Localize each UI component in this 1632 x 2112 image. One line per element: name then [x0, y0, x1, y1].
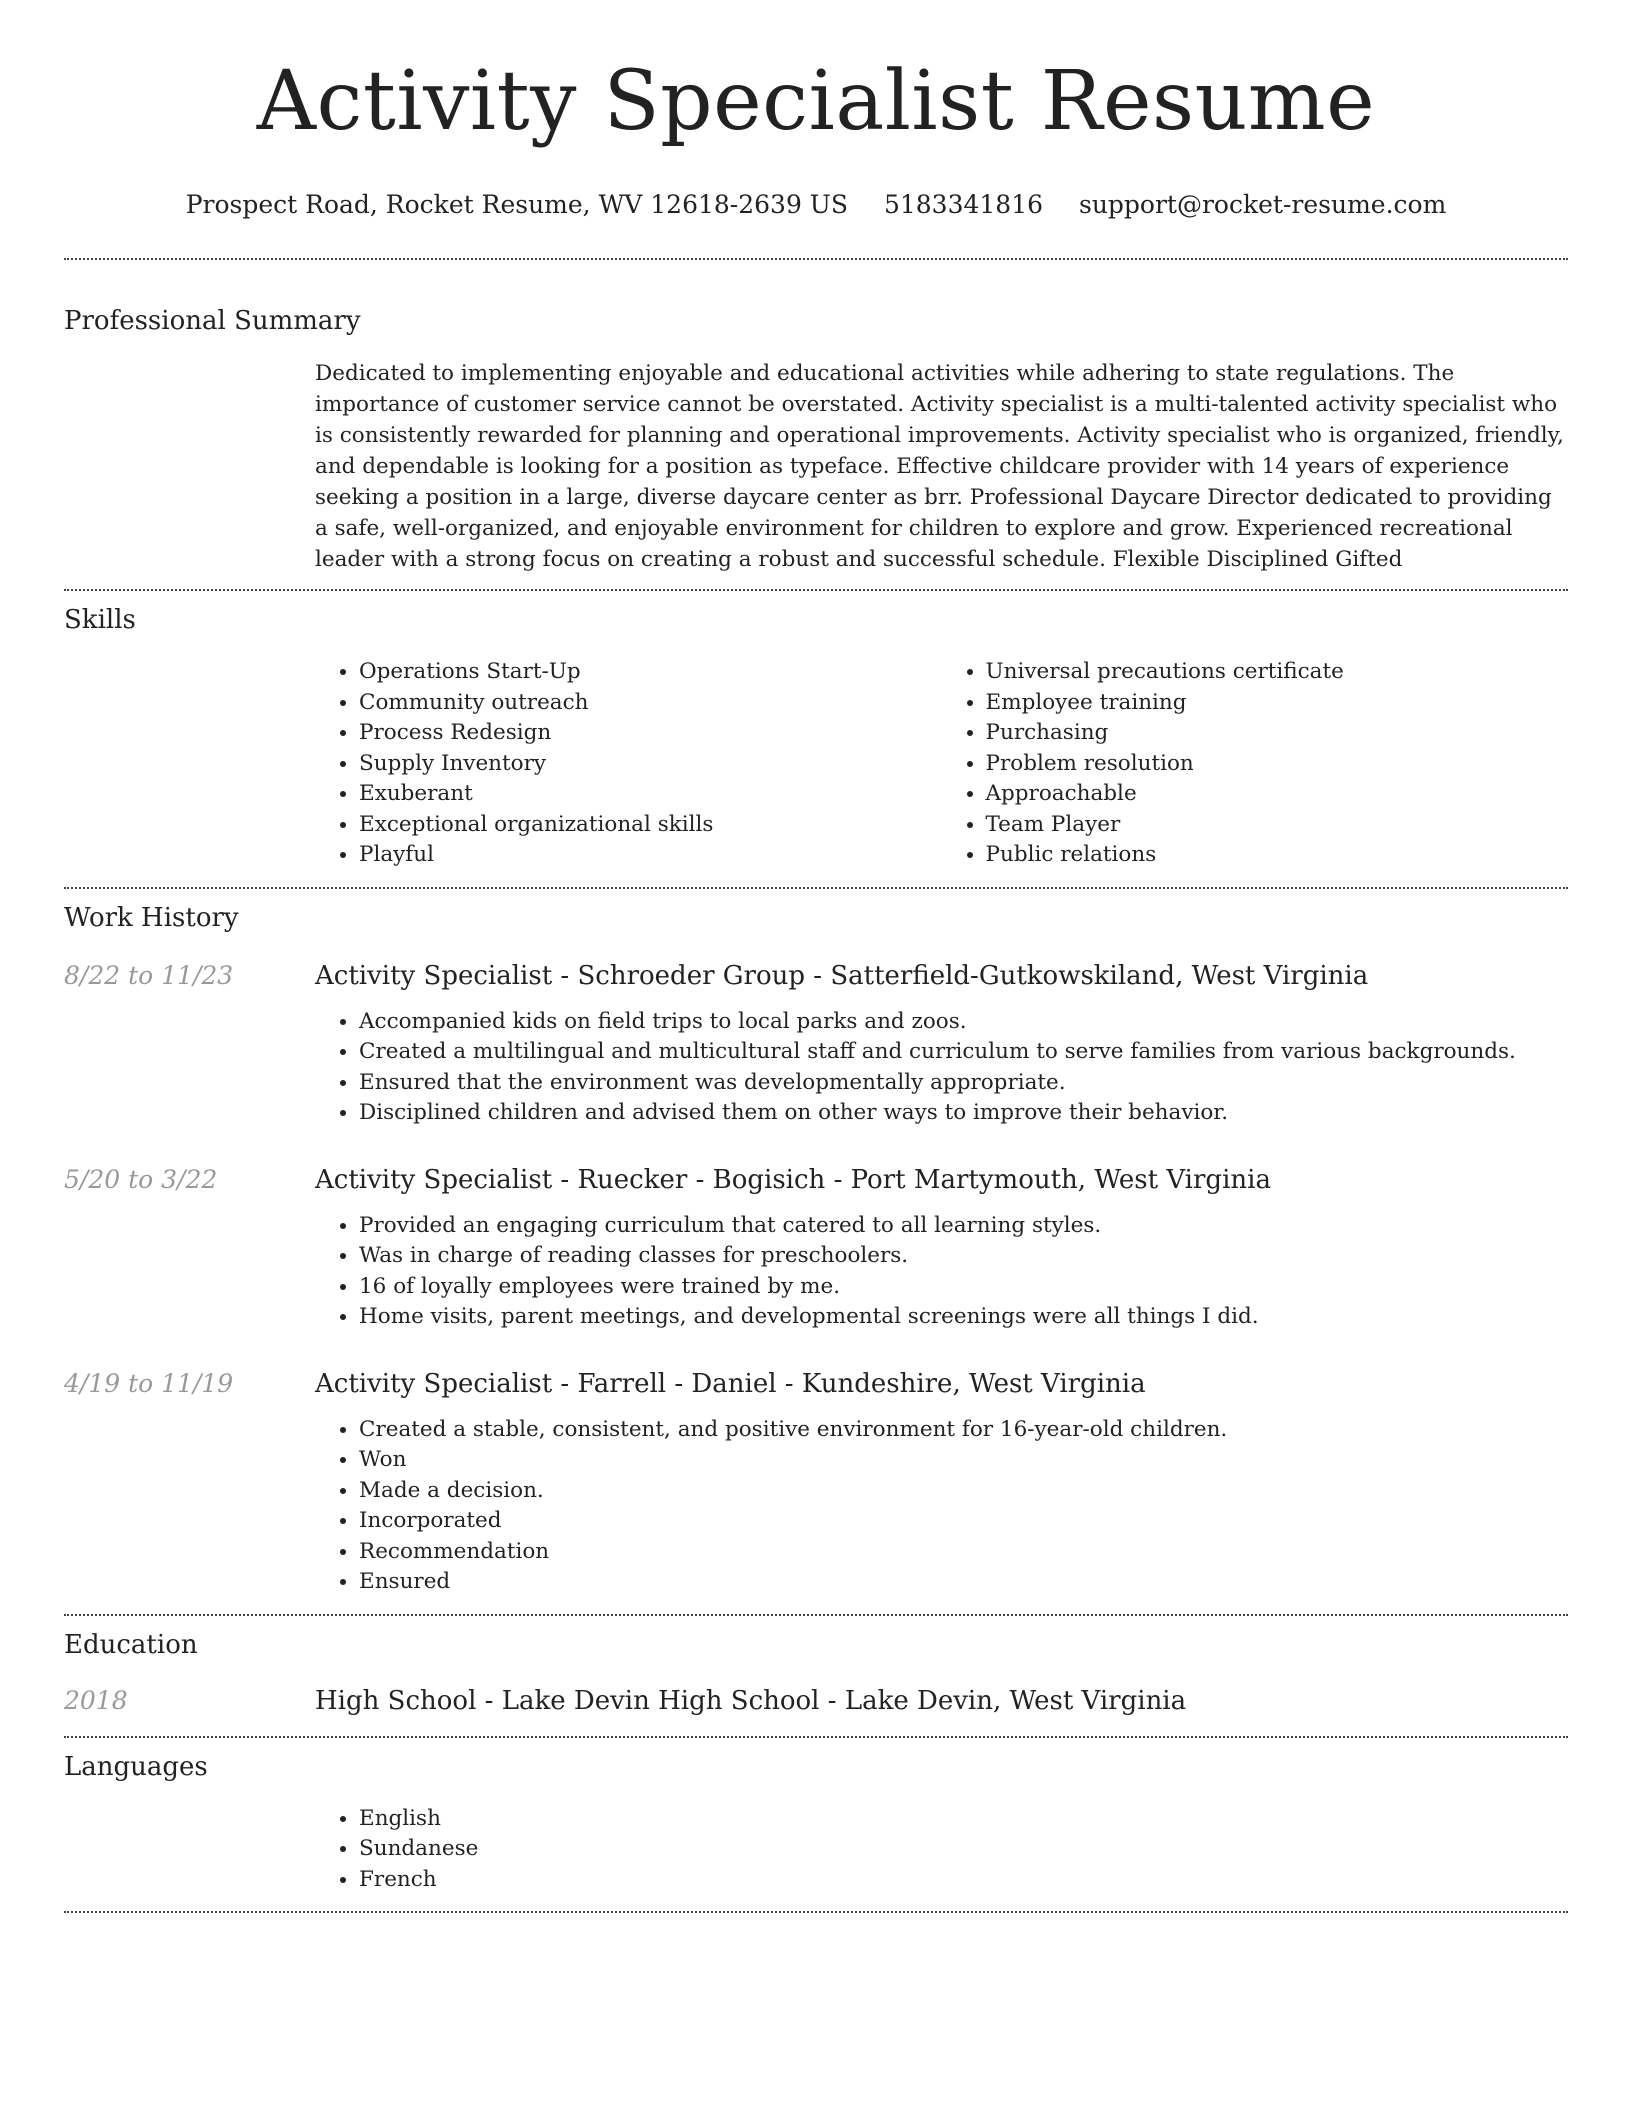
skills-section	[64, 591, 1568, 887]
job-entry	[64, 1367, 1568, 1598]
job-bullet: • Made a decision.	[359, 1476, 1568, 1507]
job-date: 5/20 to 3/22	[64, 1164, 218, 1194]
job-details	[315, 1367, 1568, 1598]
summary-heading: Professional Summary	[64, 306, 361, 336]
contact-address: Prospect Road, Rocket Resume, WV 12618-2639 US	[185, 190, 849, 219]
skill-item: • Employee training	[986, 688, 1569, 719]
job-bullets	[315, 1211, 1568, 1333]
skill-item: • Exuberant	[359, 779, 942, 810]
work-heading: Work History	[64, 902, 239, 933]
job-entry	[64, 959, 1568, 1129]
job-bullet: • Provided an engaging curriculum that catered to all learning styles.	[359, 1211, 1568, 1242]
summary-content	[315, 358, 1568, 575]
job-bullet: • Won	[359, 1445, 1568, 1476]
job-title: Activity Specialist - Ruecker - Bogisich - Port Martymouth, West Virginia	[315, 1164, 1271, 1195]
job-date: 8/22 to 11/23	[64, 960, 234, 990]
job-bullet: • Was in charge of reading classes for preschoolers.	[359, 1241, 1568, 1272]
job-bullets	[315, 1007, 1568, 1129]
education-details	[315, 1684, 1568, 1718]
languages-content	[315, 1804, 1568, 1896]
job-bullet: • Recommendation	[359, 1537, 1568, 1568]
job-bullet: • 16 of loyally employees were trained by me.	[359, 1272, 1568, 1303]
education-entry	[64, 1684, 1568, 1718]
skill-item: • Community outreach	[359, 688, 942, 719]
skill-item: • Supply Inventory	[359, 749, 942, 780]
language-item: • English	[359, 1804, 1568, 1835]
education-section	[64, 1616, 1568, 1736]
summary-text: Dedicated to implementing enjoyable and educational activities while adhering to state regulations. The importance of customer service cannot be overstated. Activity specialist is a multi-talented activity specialist who is consistently rewarded for planning and operational improvements. Activity specialist who is organized, friendly, and dependable is looking for a position as typeface. Effective childcare provider with 14 years of experience seeking a position in a large, diverse daycare center as brr. Professional Daycare Director dedicated to providing a safe, well-organized, and enjoyable environment for children to explore and grow. Experienced recreational leader with a strong focus on creating a robust and successful schedule. Flexible Disciplined Gifted	[315, 361, 1564, 572]
education-title: High School - Lake Devin High School - Lake Devin, West Virginia	[315, 1685, 1187, 1716]
skill-item: • Universal precautions certificate	[986, 657, 1569, 688]
divider	[64, 1911, 1568, 1913]
job-bullet: • Created a stable, consistent, and positive environment for 16-year-old children.	[359, 1415, 1568, 1446]
job-bullet: • Disciplined children and advised them on other ways to improve their behavior.	[359, 1098, 1568, 1129]
skill-item: • Operations Start-Up	[359, 657, 942, 688]
skill-item: • Public relations	[986, 840, 1569, 871]
job-details	[315, 1163, 1568, 1333]
skills-heading: Skills	[64, 605, 136, 635]
skills-column-right	[942, 657, 1569, 871]
resume-title: Activity Specialist Resume	[256, 54, 1376, 149]
contact-email: support@rocket-resume.com	[1078, 190, 1447, 219]
skills-list-right	[942, 657, 1569, 871]
skill-item: • Process Redesign	[359, 718, 942, 749]
education-heading: Education	[64, 1629, 198, 1660]
job-bullet: • Ensured	[359, 1567, 1568, 1598]
job-date: 4/19 to 11/19	[64, 1368, 234, 1398]
contact-phone: 5183341816	[883, 190, 1044, 219]
language-item: • Sundanese	[359, 1834, 1568, 1865]
languages-section	[64, 1738, 1568, 1912]
languages-list	[315, 1804, 1568, 1896]
job-bullet: • Home visits, parent meetings, and developmental screenings were all things I did.	[359, 1302, 1568, 1333]
languages-heading: Languages	[64, 1751, 208, 1782]
skills-list-left	[315, 657, 942, 871]
contact-line	[64, 188, 1568, 222]
summary-section	[64, 260, 1568, 589]
job-bullet: • Accompanied kids on field trips to local parks and zoos.	[359, 1007, 1568, 1038]
job-details	[315, 959, 1568, 1129]
skill-item: • Approachable	[986, 779, 1569, 810]
skill-item: • Problem resolution	[986, 749, 1569, 780]
job-title: Activity Specialist - Farrell - Daniel - Kundeshire, West Virginia	[315, 1368, 1146, 1399]
skill-item: • Purchasing	[986, 718, 1569, 749]
job-bullets	[315, 1415, 1568, 1598]
skills-grid	[315, 657, 1568, 871]
job-bullet: • Ensured that the environment was developmentally appropriate.	[359, 1068, 1568, 1099]
job-entry	[64, 1163, 1568, 1333]
job-bullet: • Created a multilingual and multicultural staff and curriculum to serve families from various backgrounds.	[359, 1037, 1568, 1068]
education-date: 2018	[64, 1685, 128, 1715]
skill-item: • Exceptional organizational skills	[359, 810, 942, 841]
skill-item: • Playful	[359, 840, 942, 871]
job-title: Activity Specialist - Schroeder Group - Satterfield-Gutkowskiland, West Virginia	[315, 960, 1369, 991]
job-bullet: • Incorporated	[359, 1506, 1568, 1537]
language-item: • French	[359, 1865, 1568, 1896]
work-section	[64, 889, 1568, 1614]
skill-item: • Team Player	[986, 810, 1569, 841]
skills-column-left	[315, 657, 942, 871]
